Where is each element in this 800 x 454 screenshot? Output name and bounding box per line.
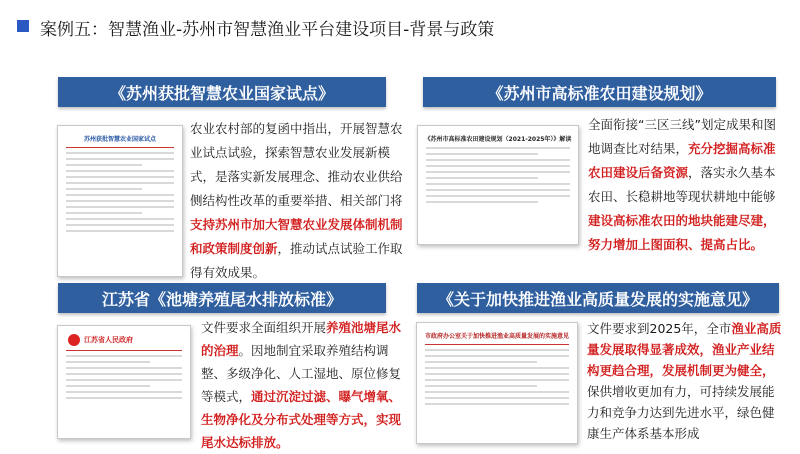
highlighted-text: 支持苏州市加大智慧农业发展体制机制和政策制度创新 xyxy=(190,217,403,256)
panel-2-banner: 《苏州市高标准农田建设规划》 xyxy=(423,77,776,107)
page-title: 案例五：智慧渔业-苏州市智慧渔业平台建设项目-背景与政策 xyxy=(40,20,495,40)
panel-2-text xyxy=(588,113,784,257)
highlighted-text: 养殖池塘尾水的治理 xyxy=(201,320,402,358)
highlighted-text: 建设高标准农田的地块能建尽建，努力增加上图面积、提高占比。 xyxy=(588,213,776,252)
title-marker xyxy=(17,20,29,32)
text-segment: 全面衔接“三区三线”划定成果和图地调查比对结果， xyxy=(588,117,776,156)
panel-4-doc-title: 市政府办公室关于加快推进渔业高质量发展的实施意见 xyxy=(424,333,569,340)
text-segment: 农业农村部的复函中指出，开展智慧农业试点试验，探索智慧农业发展新模式，是落实新发展理念、推动农业供给侧结构性改革的重要举措、相关部门将 xyxy=(190,121,403,208)
panel-1-document-image xyxy=(57,125,183,277)
panel-1-banner: 《苏州获批智慧农业国家试点》 xyxy=(58,77,386,107)
highlighted-text: 充分挖掘高标准农田建设后备资源 xyxy=(588,141,776,180)
text-segment: 文件要求到2025年，全市 xyxy=(587,321,732,336)
panel-4-text xyxy=(587,318,783,444)
highlighted-text: 通过沉淀过滤、曝气增氧、生物净化及分布式处理等方式，实现尾水达标排放。 xyxy=(201,389,402,450)
text-segment: 。因地制宜采取养殖结构调整、多级净化、人工湿地、原位修复等模式， xyxy=(201,343,402,404)
text-segment: 保供增收更加有力，可持续发展能力和竞争力达到先进水平，绿色健康生产体系基本形成 xyxy=(587,384,775,441)
panel-3-logo-text: 江苏省人民政府 xyxy=(84,336,133,344)
panel-2-document-image xyxy=(417,125,579,245)
government-emblem-icon xyxy=(68,334,80,346)
panel-4-banner: 《关于加快推进渔业高质量发展的实施意见》 xyxy=(417,283,779,313)
panel-3-document-image xyxy=(57,325,191,439)
highlighted-text: 渔业高质量发展取得显著成效，渔业产业结构更趋合理，发展机制更为健全， xyxy=(587,321,782,378)
panel-2-doc-title: 《苏州市高标准农田建设规划（2021-2025年）》解读 xyxy=(424,136,572,143)
panel-3-text xyxy=(201,316,403,454)
panel-1-text xyxy=(190,117,404,285)
panel-3-banner: 江苏省《池塘养殖尾水排放标准》 xyxy=(58,283,386,313)
text-segment: 文件要求全面组织开展 xyxy=(201,320,327,335)
text-segment: ，落实永久基本农田、长稳耕地等现状耕地中能够 xyxy=(588,165,776,204)
doc-rule xyxy=(66,147,174,148)
panel-4-document-image xyxy=(416,322,578,444)
panel-1-doc-title: 苏州获批智慧农业国家试点 xyxy=(83,136,156,143)
text-segment: ，推动试点试验工作取得有效成果。 xyxy=(190,241,403,280)
